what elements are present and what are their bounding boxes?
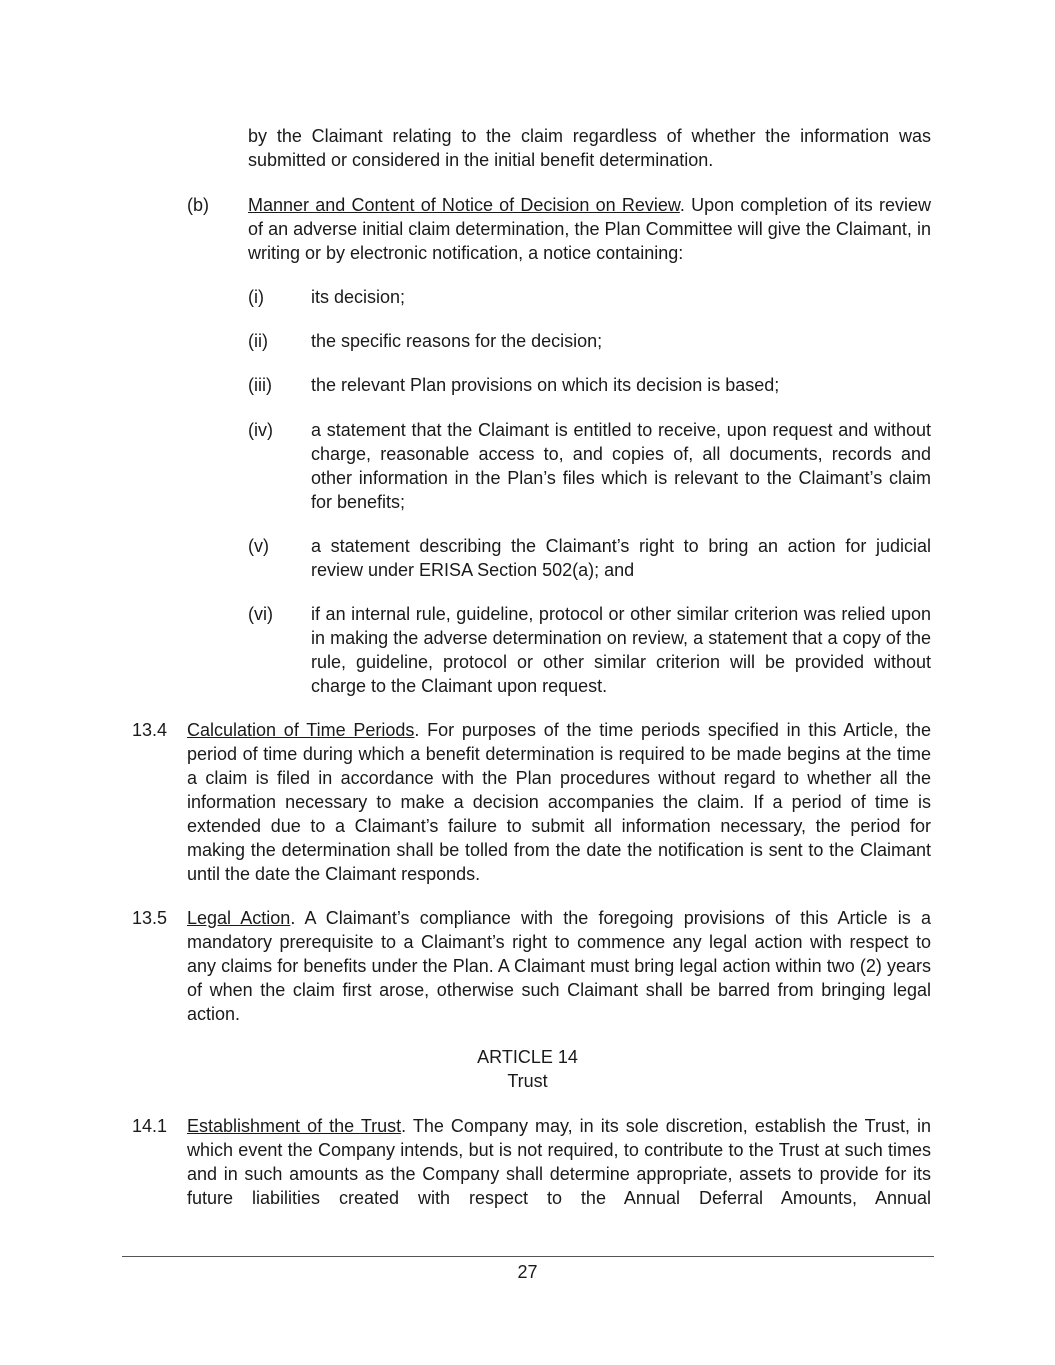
section-13-5-label: 13.5 — [132, 908, 168, 928]
section-14-1-heading: Establishment of the Trust — [187, 1116, 402, 1136]
item-iii-text: the relevant Plan provisions on which its decision is based; — [311, 375, 780, 395]
section-13-5-paragraph — [187, 906, 931, 1026]
section-13-4-heading: Calculation of Time Periods — [187, 720, 415, 740]
section-13-4-paragraph — [187, 718, 931, 886]
section-b-paragraph — [248, 193, 931, 265]
item-iv-text: a statement that the Claimant is entitled to receive, upon request and without charge, reasonable access to, and copies of, all documents, records and other information in the Plan’s files which is relevant to the Claimant’s claim for benefits; — [311, 420, 931, 512]
footer-divider — [122, 1256, 934, 1257]
page-number: 27 — [517, 1262, 538, 1282]
section-b-label: (b) — [187, 195, 209, 215]
article-number: ARTICLE 14 — [477, 1047, 578, 1067]
section-b-body: . Upon completion of its review of an adverse initial claim determination, the Plan Committee will give the Claimant, in writing or by electronic notification, a notice containing: — [248, 195, 931, 263]
item-v-text: a statement describing the Claimant’s right to bring an action for judicial review under ERISA Section 502(a); and — [311, 536, 931, 580]
section-14-1-label: 14.1 — [132, 1116, 168, 1136]
item-v-label: (v) — [248, 536, 269, 556]
item-i-text: its decision; — [311, 287, 406, 307]
item-vi-text: if an internal rule, guideline, protocol or other similar criterion was relied upon in making the adverse determination on review, a statement that a copy of the rule, guideline, protocol or other similar criterion will be provided without charge to the Claimant upon request. — [311, 604, 931, 696]
item-vi-label: (vi) — [248, 604, 273, 624]
article-title: Trust — [507, 1071, 548, 1091]
item-ii-text: the specific reasons for the decision; — [311, 331, 603, 351]
section-13-4-label: 13.4 — [132, 720, 168, 740]
item-i-label: (i) — [248, 287, 264, 307]
intro-paragraph: by the Claimant relating to the claim regardless of whether the information was submitted or considered in the initial benefit determination. — [248, 126, 931, 170]
item-iv-label: (iv) — [248, 420, 273, 440]
section-b-heading: Manner and Content of Notice of Decision on Review — [248, 195, 680, 215]
section-14-1-paragraph — [187, 1114, 931, 1210]
item-iii-label: (iii) — [248, 375, 272, 395]
section-13-5-heading: Legal Action — [187, 908, 291, 928]
item-ii-label: (ii) — [248, 331, 268, 351]
section-14-1-body: . The Company may, in its sole discretion, establish the Trust, in which event the Company intends, but is not required, to contribute to the Trust at such times and in such amounts as the Company shall determine appropriate, assets to provide for its future liabilities created with respect to the Annual Deferral Amounts, Annual — [187, 1116, 931, 1208]
section-13-5-body: . A Claimant’s compliance with the foregoing provisions of this Article is a mandatory prerequisite to a Claimant’s right to commence any legal action with respect to any claims for benefits under the Plan. A Claimant must bring legal action within two (2) years of when the claim first arose, otherwise such Claimant shall be barred from bringing legal action. — [187, 908, 932, 1024]
section-13-4-body: . For purposes of the time periods specified in this Article, the period of time during which a benefit determination is required to be made begins at the time a claim is filed in accordance with the Plan procedures without regard to whether all the information necessary to make a decision accompanies the claim. If a period of time is extended due to a Claimant’s failure to submit all information necessary, the period for making the determination shall be tolled from the date the notification is sent to the Claimant until the date the Claimant responds. — [187, 720, 931, 884]
